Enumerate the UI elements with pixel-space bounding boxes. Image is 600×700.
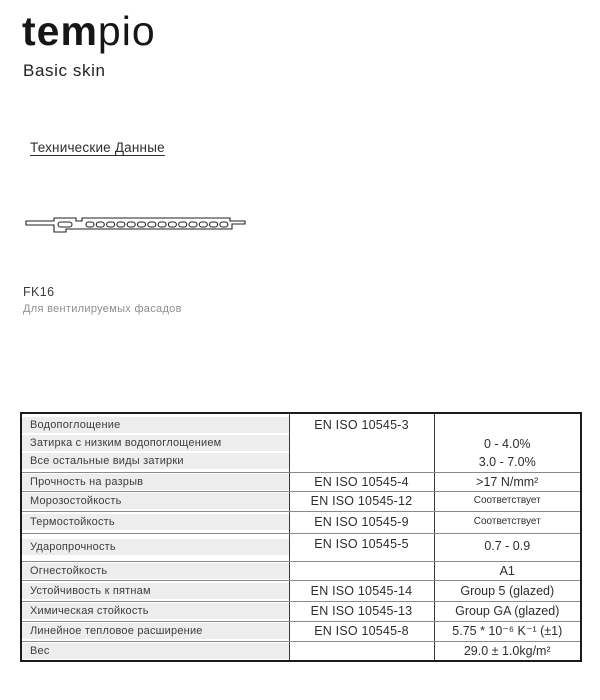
table-row	[21, 472, 581, 491]
standard-cell: EN ISO 10545-12	[289, 491, 434, 511]
property-label: Ударопрочность	[22, 539, 289, 555]
value-line: 0 - 4.0%	[483, 436, 531, 451]
value-cell	[434, 580, 581, 601]
property-label: Водопоглощение	[22, 417, 289, 433]
value-line: >17 N/mm²	[476, 474, 539, 489]
product-code: FK16	[23, 285, 55, 299]
property-cell	[21, 641, 289, 661]
table-row	[21, 580, 581, 601]
property-cell	[21, 491, 289, 511]
property-cell	[21, 472, 289, 491]
table-row	[21, 641, 581, 661]
standard-cell: EN ISO 10545-9	[289, 511, 434, 533]
property-cell	[21, 580, 289, 601]
brand-logo-light-segment: pio	[97, 8, 156, 54]
property-label: Морозостойкость	[22, 493, 289, 509]
value-line: Соответствует	[473, 495, 541, 506]
value-cell	[434, 491, 581, 511]
standard-cell: EN ISO 10545-4	[289, 472, 434, 491]
value-line: Group GA (glazed)	[455, 604, 560, 618]
value-line: 5.75 * 10⁻⁶ K⁻¹ (±1)	[452, 624, 563, 638]
value-line	[435, 416, 581, 435]
value-cell	[434, 472, 581, 491]
property-cell	[21, 533, 289, 561]
value-cell	[434, 561, 581, 580]
standard-cell: EN ISO 10545-8	[289, 621, 434, 641]
panel-profile-drawing	[24, 212, 250, 239]
value-line: A1	[499, 563, 515, 578]
table-row	[21, 491, 581, 511]
table-row	[21, 621, 581, 641]
value-cell	[434, 511, 581, 533]
property-label: Линейное тепловое расширение	[22, 623, 289, 639]
value-line: Group 5 (glazed)	[460, 583, 555, 598]
property-cell	[21, 621, 289, 641]
table-row	[21, 413, 581, 472]
table-row	[21, 601, 581, 621]
brand-logo	[22, 8, 156, 55]
value-line: Соответствует	[473, 516, 541, 527]
property-label: Затирка с низким водопоглощением	[22, 435, 289, 451]
property-cell	[21, 601, 289, 621]
product-description: Для вентилируемых фасадов	[23, 303, 182, 315]
property-label: Устойчивость к пятнам	[22, 583, 289, 599]
value-cell	[434, 601, 581, 621]
property-label: Прочность на разрыв	[22, 474, 289, 490]
property-label: Все остальные виды затирки	[22, 453, 289, 469]
technical-data-table	[20, 412, 582, 662]
value-cell	[434, 641, 581, 661]
standard-cell: EN ISO 10545-13	[289, 601, 434, 621]
standard-cell: EN ISO 10545-3	[289, 413, 434, 472]
property-cell	[21, 561, 289, 580]
property-label: Термостойкость	[22, 514, 289, 530]
property-cell	[21, 413, 289, 472]
value-cell	[434, 413, 581, 472]
standard-cell	[289, 561, 434, 580]
table-row	[21, 511, 581, 533]
value-line: 29.0 ± 1.0kg/m²	[463, 643, 551, 658]
property-cell	[21, 511, 289, 533]
property-label: Вес	[22, 643, 289, 659]
brand-logo-bold-segment: tem	[22, 8, 98, 54]
section-title-technical-data: Технические Данные	[30, 140, 165, 155]
value-line: 0.7 - 0.9	[484, 538, 531, 553]
value-cell	[434, 533, 581, 561]
standard-cell: EN ISO 10545-14	[289, 580, 434, 601]
table-row	[21, 561, 581, 580]
panel-cross-section-outline	[26, 218, 245, 232]
product-line-title: Basic skin	[23, 61, 106, 80]
property-label: Химическая стойкость	[22, 603, 289, 619]
standard-cell	[289, 641, 434, 661]
value-line: 3.0 - 7.0%	[478, 455, 536, 469]
property-label: Огнестойкость	[22, 563, 289, 579]
table-row	[21, 533, 581, 561]
value-cell	[434, 621, 581, 641]
standard-cell: EN ISO 10545-5	[289, 533, 434, 561]
